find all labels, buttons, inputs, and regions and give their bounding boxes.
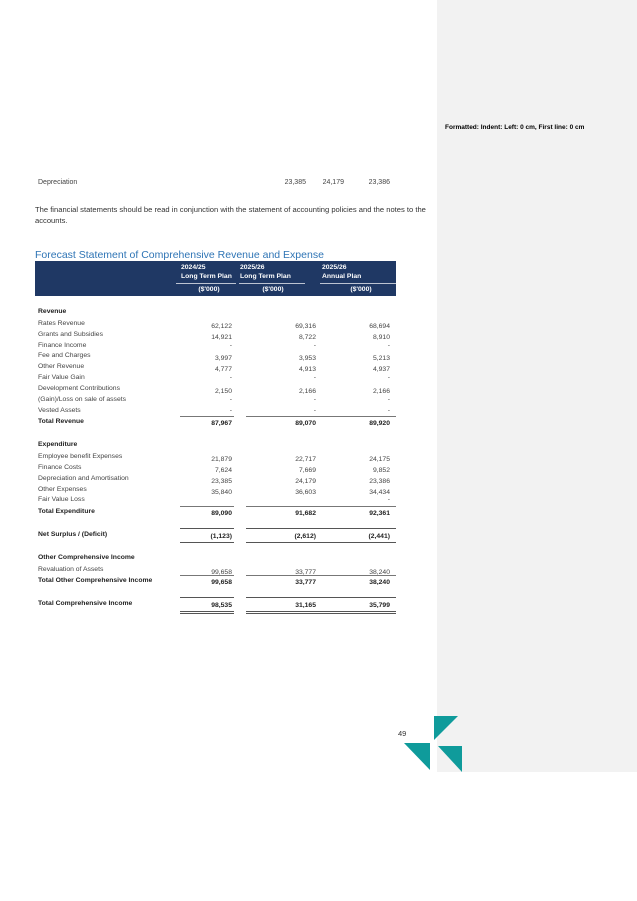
table-rule <box>180 542 234 543</box>
table-row <box>0 475 437 485</box>
table-rule <box>180 575 234 576</box>
row-value-3: (2,441) <box>368 533 390 540</box>
table-rule <box>180 611 234 614</box>
row-label: Expenditure <box>38 441 78 448</box>
row-value-1: (1,123) <box>210 533 232 540</box>
table-row <box>0 441 437 451</box>
col3-unit: ($'000) <box>350 286 372 293</box>
row-value-1: 98,535 <box>211 602 232 609</box>
table-rule <box>318 416 396 417</box>
row-value-2: (2,612) <box>294 533 316 540</box>
row-label: Rates Revenue <box>38 320 85 327</box>
table-rule <box>318 506 396 507</box>
col1-unit: ($'000) <box>198 286 220 293</box>
row-value-3: 34,434 <box>369 489 390 496</box>
row-value-2: 2,166 <box>298 388 316 395</box>
table-rule <box>246 575 318 576</box>
table-rule <box>246 611 318 614</box>
row-value-1: 7,624 <box>214 467 232 474</box>
row-value-1: 87,967 <box>211 420 232 427</box>
table-rule <box>318 542 396 543</box>
row-value-2: 3,953 <box>298 355 316 362</box>
table-row <box>0 363 437 373</box>
table-row <box>0 352 437 362</box>
row-label: Employee benefit Expenses <box>38 453 123 460</box>
row-label: (Gain)/Loss on sale of assets <box>38 396 127 403</box>
row-label: Other Revenue <box>38 363 85 370</box>
table-rule <box>318 611 396 614</box>
comment-sidebar <box>437 0 637 772</box>
table-row <box>0 396 437 406</box>
row-value-1: - <box>229 407 232 414</box>
row-value-1: 2,150 <box>214 388 232 395</box>
row-value-3: 92,361 <box>369 510 390 517</box>
table-rule <box>318 528 396 529</box>
row-value-3: 9,852 <box>372 467 390 474</box>
table-row <box>0 320 437 330</box>
row-label: Fair Value Gain <box>38 374 85 381</box>
row-value-3: 89,920 <box>369 420 390 427</box>
table-row <box>0 508 437 518</box>
row-value-1: 3,997 <box>214 355 232 362</box>
logo-triangle <box>404 743 430 770</box>
brand-logo-icon <box>404 716 464 774</box>
table-row <box>0 418 437 428</box>
row-label: Revaluation of Assets <box>38 566 104 573</box>
table-rule <box>246 506 318 507</box>
col3-year: 2025/26 <box>322 264 347 271</box>
financial-statements-note: The financial statements should be read in conjunction with the statement of accounting policies and the notes to the accounts. <box>35 205 426 225</box>
table-rule <box>318 597 396 598</box>
col1-year: 2024/25 <box>181 264 206 271</box>
table-rule <box>318 575 396 576</box>
table-rule <box>246 542 318 543</box>
row-value-2: - <box>313 407 316 414</box>
row-value-2: 89,070 <box>295 420 316 427</box>
col2-year: 2025/26 <box>240 264 265 271</box>
row-label: Net Surplus / (Deficit) <box>38 531 108 538</box>
table-rule <box>180 506 234 507</box>
row-value-3: 2,166 <box>372 388 390 395</box>
table-row <box>0 342 437 352</box>
row-label: Total Revenue <box>38 418 84 425</box>
table-row <box>0 464 437 474</box>
row-value-2: 33,777 <box>295 579 316 586</box>
row-label: Fair Value Loss <box>38 496 85 503</box>
table-rule <box>246 416 318 417</box>
depreciation-value-3: 23,386 <box>368 179 390 186</box>
row-value-3: 24,175 <box>369 456 390 463</box>
row-value-3: - <box>387 496 390 503</box>
row-value-1: 89,090 <box>211 510 232 517</box>
row-value-2: - <box>313 396 316 403</box>
row-value-3: 8,910 <box>372 334 390 341</box>
row-value-1: - <box>229 396 232 403</box>
row-value-1: 21,879 <box>211 456 232 463</box>
row-value-3: 38,240 <box>369 579 390 586</box>
row-value-1: 23,385 <box>211 478 232 485</box>
row-value-3: 23,386 <box>369 478 390 485</box>
row-value-1: 99,658 <box>211 569 232 576</box>
sidebar-format-note: Formatted: Indent: Left: 0 cm, First line: 0 cm <box>445 124 585 131</box>
row-value-1: 14,921 <box>211 334 232 341</box>
table-row <box>0 531 437 541</box>
table-row <box>0 600 437 610</box>
row-value-2: 24,179 <box>295 478 316 485</box>
row-value-2: - <box>313 342 316 349</box>
row-value-2: 33,777 <box>295 569 316 576</box>
row-value-3: - <box>387 342 390 349</box>
table-row <box>0 554 437 564</box>
row-value-2: 4,913 <box>298 366 316 373</box>
table-row <box>0 385 437 395</box>
row-value-3: - <box>387 396 390 403</box>
table-rule <box>180 416 234 417</box>
table-row <box>0 453 437 463</box>
row-label: Revenue <box>38 308 67 315</box>
row-label: Development Contributions <box>38 385 120 392</box>
depreciation-value-1: 23,385 <box>284 179 306 186</box>
row-value-1: - <box>229 342 232 349</box>
row-value-3: 4,937 <box>372 366 390 373</box>
logo-triangle <box>434 716 458 740</box>
row-value-3: 68,694 <box>369 323 390 330</box>
row-value-1: 35,840 <box>211 489 232 496</box>
table-rule <box>246 597 318 598</box>
table-row <box>0 331 437 341</box>
row-value-1: - <box>229 374 232 381</box>
row-label: Total Other Comprehensive Income <box>38 577 153 584</box>
table-row <box>0 374 437 384</box>
col1-plan: Long Term Plan <box>181 273 232 280</box>
page-number: 49 <box>398 729 407 738</box>
depreciation-value-2: 24,179 <box>322 179 344 186</box>
table-row <box>0 486 437 496</box>
table-rule <box>246 528 318 529</box>
row-value-2: - <box>313 374 316 381</box>
statement-title: Forecast Statement of Comprehensive Revenue and Expense <box>35 249 324 261</box>
col2-unit: ($'000) <box>262 286 284 293</box>
row-value-2: 7,669 <box>298 467 316 474</box>
row-value-2: 31,165 <box>295 602 316 609</box>
row-value-2: 91,682 <box>295 510 316 517</box>
row-value-1: 99,658 <box>211 579 232 586</box>
table-row <box>0 577 437 587</box>
col3-plan: Annual Plan <box>322 273 362 280</box>
row-label: Depreciation and Amortisation <box>38 475 129 482</box>
row-label: Finance Costs <box>38 464 82 471</box>
logo-triangle <box>438 746 462 772</box>
depreciation-label: Depreciation <box>38 179 78 186</box>
row-label: Vested Assets <box>38 407 81 414</box>
row-value-2: 22,717 <box>295 456 316 463</box>
row-label: Finance Income <box>38 342 87 349</box>
row-label: Fee and Charges <box>38 352 91 359</box>
row-value-3: - <box>387 374 390 381</box>
table-rule <box>180 597 234 598</box>
row-value-1: 62,122 <box>211 323 232 330</box>
row-label: Total Comprehensive Income <box>38 600 133 607</box>
row-value-3: 38,240 <box>369 569 390 576</box>
row-value-1: 4,777 <box>214 366 232 373</box>
row-label: Other Expenses <box>38 486 87 493</box>
row-value-3: 5,213 <box>372 355 390 362</box>
row-value-2: 69,316 <box>295 323 316 330</box>
table-row <box>0 496 437 506</box>
col2-plan: Long Term Plan <box>240 273 291 280</box>
row-label: Other Comprehensive Income <box>38 554 135 561</box>
row-value-2: 8,722 <box>298 334 316 341</box>
row-label: Total Expenditure <box>38 508 95 515</box>
row-value-2: 36,603 <box>295 489 316 496</box>
row-value-3: - <box>387 407 390 414</box>
table-rule <box>180 528 234 529</box>
row-label: Grants and Subsidies <box>38 331 103 338</box>
table-row <box>0 308 437 318</box>
row-value-3: 35,799 <box>369 602 390 609</box>
